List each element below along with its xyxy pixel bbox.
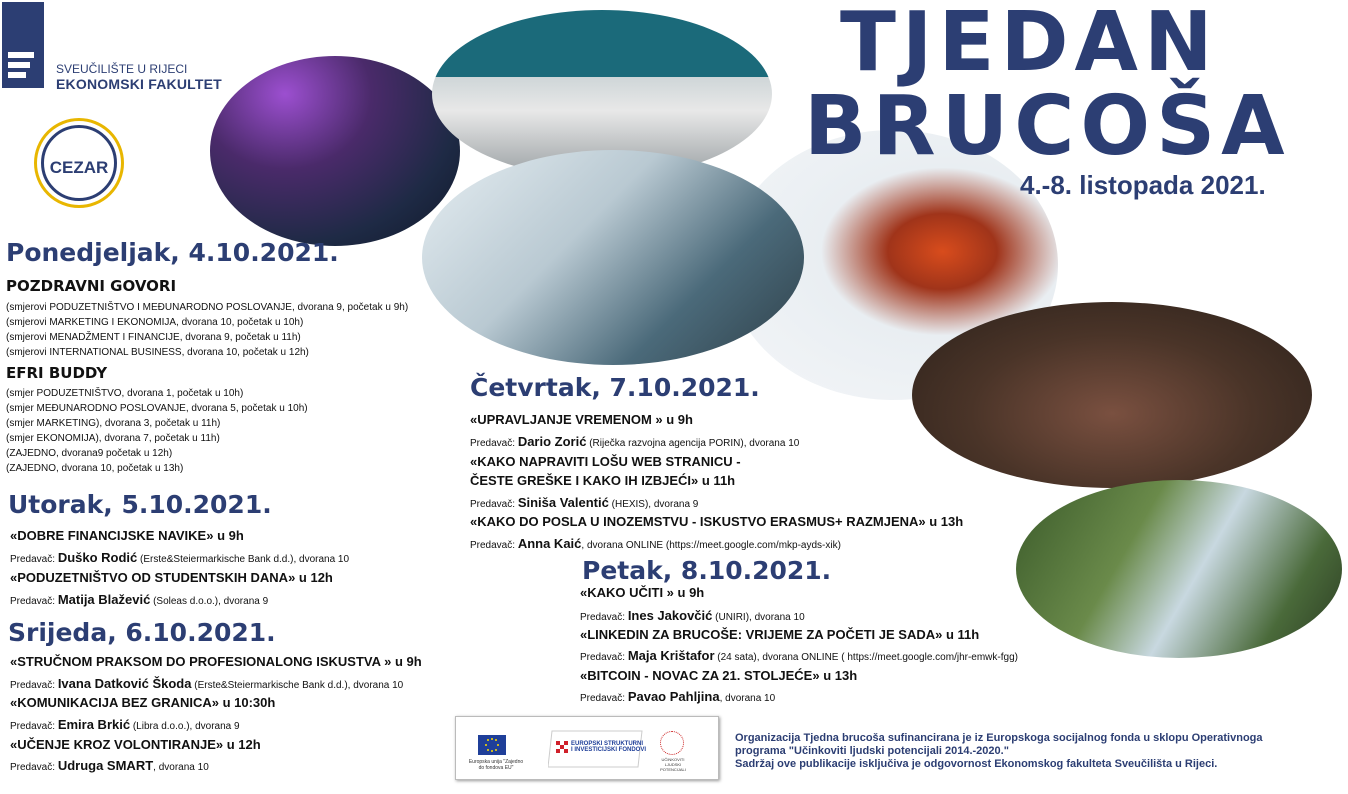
photo-classroom-students (912, 302, 1312, 488)
schedule-line: (ZAJEDNO, dvorana9 početak u 12h) (6, 448, 173, 459)
schedule-line: (ZAJEDNO, dvorana 10, početak u 13h) (6, 463, 184, 474)
talk-title: «KAKO NAPRAVITI LOŠU WEB STRANICU - (470, 454, 741, 469)
schedule-line: (smjer EKONOMIJA), dvorana 7, početak u 11h) (6, 433, 220, 444)
lecturer-name: Pavao Pahljina (627, 689, 720, 704)
talk-title: «PODUZETNIŠTVO OD STUDENTSKIH DANA» u 12h (10, 570, 333, 585)
university-name: SVEUČILIŠTE U RIJECI (56, 62, 188, 76)
faculty-name: EKONOMSKI FAKULTET (56, 76, 222, 92)
cezar-label: CEZAR (49, 158, 109, 177)
lecturer-name: Ivana Datković Škoda (57, 676, 192, 691)
lecturer-line: Predavač: Udruga SMART, dvorana 10 (10, 758, 209, 773)
schedule-line: (smjerovi MENADŽMENT I FINANCIJE, dvorana 9, početak u 11h) (6, 332, 301, 343)
talk-title: «KOMUNIKACIJA BEZ GRANICA» u 10:30h (10, 695, 276, 710)
talk-title: «LINKEDIN ZA BRUCOŠE: VRIJEME ZA POČETI JE SADA» u 11h (580, 627, 980, 642)
lecturer-name: Duško Rodić (57, 550, 138, 565)
lecturer-name: Anna Kaić (517, 536, 582, 551)
schedule-line: (smjerovi INTERNATIONAL BUSINESS, dvorana 10, početak u 12h) (6, 347, 309, 358)
photo-waterfall-group (1016, 480, 1342, 658)
funding-notice-line: programa "Učinkoviti ljudski potencijali 2014.-2020." (735, 745, 1009, 757)
photo-students-smiling (422, 150, 804, 365)
talk-title: «STRUČNOM PRAKSOM DO PROFESIONALONG ISKUSTVA » u 9h (10, 654, 422, 669)
schedule-line: (smjer MEĐUNARODNO POSLOVANJE, dvorana 5, početak u 10h) (6, 403, 308, 414)
day-heading-friday: Petak, 8.10.2021. (582, 556, 832, 585)
lecturer-name: Siniša Valentić (517, 495, 609, 510)
lecturer-line: Predavač: Maja Krištafor (24 sata), dvorana ONLINE ( https://meet.google.com/jhr-emwk-fgg) (580, 648, 1018, 663)
lecturer-line: Predavač: Ivana Datković Škoda (Erste&Steiermarkische Bank d.d.), dvorana 10 (10, 676, 404, 691)
lecturer-name: Udruga SMART (57, 758, 154, 773)
day-heading-tuesday: Utorak, 5.10.2021. (8, 490, 272, 519)
schedule-line: (smjerovi PODUZETNIŠTVO I MEĐUNARODNO POSLOVANJE, dvorana 9, početak u 9h) (6, 302, 409, 313)
section-title: EFRI BUDDY (6, 364, 108, 382)
day-heading-monday: Ponedjeljak, 4.10.2021. (6, 238, 339, 267)
day-heading-thursday: Četvrtak, 7.10.2021. (470, 373, 760, 402)
event-dates: 4.-8. listopada 2021. (1020, 170, 1266, 200)
schedule-line: (smjer PODUZETNIŠTVO, dvorana 1, početak u 10h) (6, 388, 244, 399)
esif-caption: EUROPSKI STRUKTURNI I INVESTICIJSKI FONDOVI (571, 741, 647, 753)
lecturer-name: Emira Brkić (57, 717, 131, 732)
day-heading-wednesday: Srijeda, 6.10.2021. (8, 618, 276, 647)
eu-flag-icon (478, 735, 506, 755)
ljp-caption: UČINKOVITI LJUDSKI POTENCIJALI (660, 757, 686, 772)
lecturer-line: Predavač: Emira Brkić (Libra d.o.o.), dvorana 9 (10, 717, 240, 732)
funding-notice-line: Organizacija Tjedna brucoša sufinancirana je iz Europskoga socijalnog fonda u sklopu Operativnoga (735, 732, 1263, 744)
schedule-line: (smjer MARKETING), dvorana 3, početak u 11h) (6, 418, 221, 429)
lecturer-name: Maja Krištafor (627, 648, 715, 663)
ljp-logo-icon (660, 731, 684, 755)
lecturer-name: Dario Zorić (517, 434, 587, 449)
cezar-logo (34, 118, 124, 208)
talk-title: «UPRAVLJANJE VREMENOM » u 9h (470, 412, 693, 427)
talk-title: «BITCOIN - NOVAC ZA 21. STOLJEĆE» u 13h (580, 668, 858, 683)
lecturer-name: Ines Jakovčić (627, 608, 713, 623)
talk-title: «KAKO UČITI » u 9h (580, 585, 705, 600)
lecturer-line: Predavač: Pavao Pahljina, dvorana 10 (580, 689, 776, 704)
talk-title: «DOBRE FINANCIJSKE NAVIKE» u 9h (10, 528, 244, 543)
photo-lecture-hall (210, 56, 460, 246)
faculty-logo (2, 2, 44, 88)
lecturer-line: Predavač: Dario Zorić (Riječka razvojna agencija PORIN), dvorana 10 (470, 434, 800, 449)
title-line-2: BRUCOŠA (804, 79, 1291, 174)
eu-caption: Europska unija "Zajedno do fondova EU" (468, 759, 524, 771)
talk-title: «UČENJE KROZ VOLONTIRANJE» u 12h (10, 737, 261, 752)
lecturer-line: Predavač: Anna Kaić, dvorana ONLINE (https://meet.google.com/mkp-ayds-xik) (470, 536, 841, 551)
eu-funding-logos (455, 716, 719, 780)
funding-notice-line: Sadržaj ove publikacije isključiva je odgovornost Ekonomskog fakulteta Sveučilišta u Rijeci. (735, 758, 1218, 770)
lecturer-line: Predavač: Matija Blažević (Soleas d.o.o.), dvorana 9 (10, 592, 269, 607)
funding-notice (735, 732, 1295, 771)
talk-title-continued: ČESTE GREŠKE I KAKO IH IZBJEĆI» u 11h (470, 473, 736, 488)
section-title: POZDRAVNI GOVORI (6, 277, 177, 295)
title-line-1: TJEDAN (840, 0, 1219, 90)
lecturer-line: Predavač: Siniša Valentić (HEXIS), dvorana 9 (470, 495, 699, 510)
talk-title: «KAKO DO POSLA U INOZEMSTVU - ISKUSTVO ERASMUS+ RAZMJENA» u 13h (470, 514, 964, 529)
lecturer-line: Predavač: Duško Rodić (Erste&Steiermarkische Bank d.d.), dvorana 10 (10, 550, 350, 565)
schedule-line: (smjerovi MARKETING I EKONOMIJA, dvorana 10, početak u 10h) (6, 317, 304, 328)
lecturer-name: Matija Blažević (57, 592, 151, 607)
lecturer-line: Predavač: Ines Jakovčić (UNIRI), dvorana 10 (580, 608, 805, 623)
